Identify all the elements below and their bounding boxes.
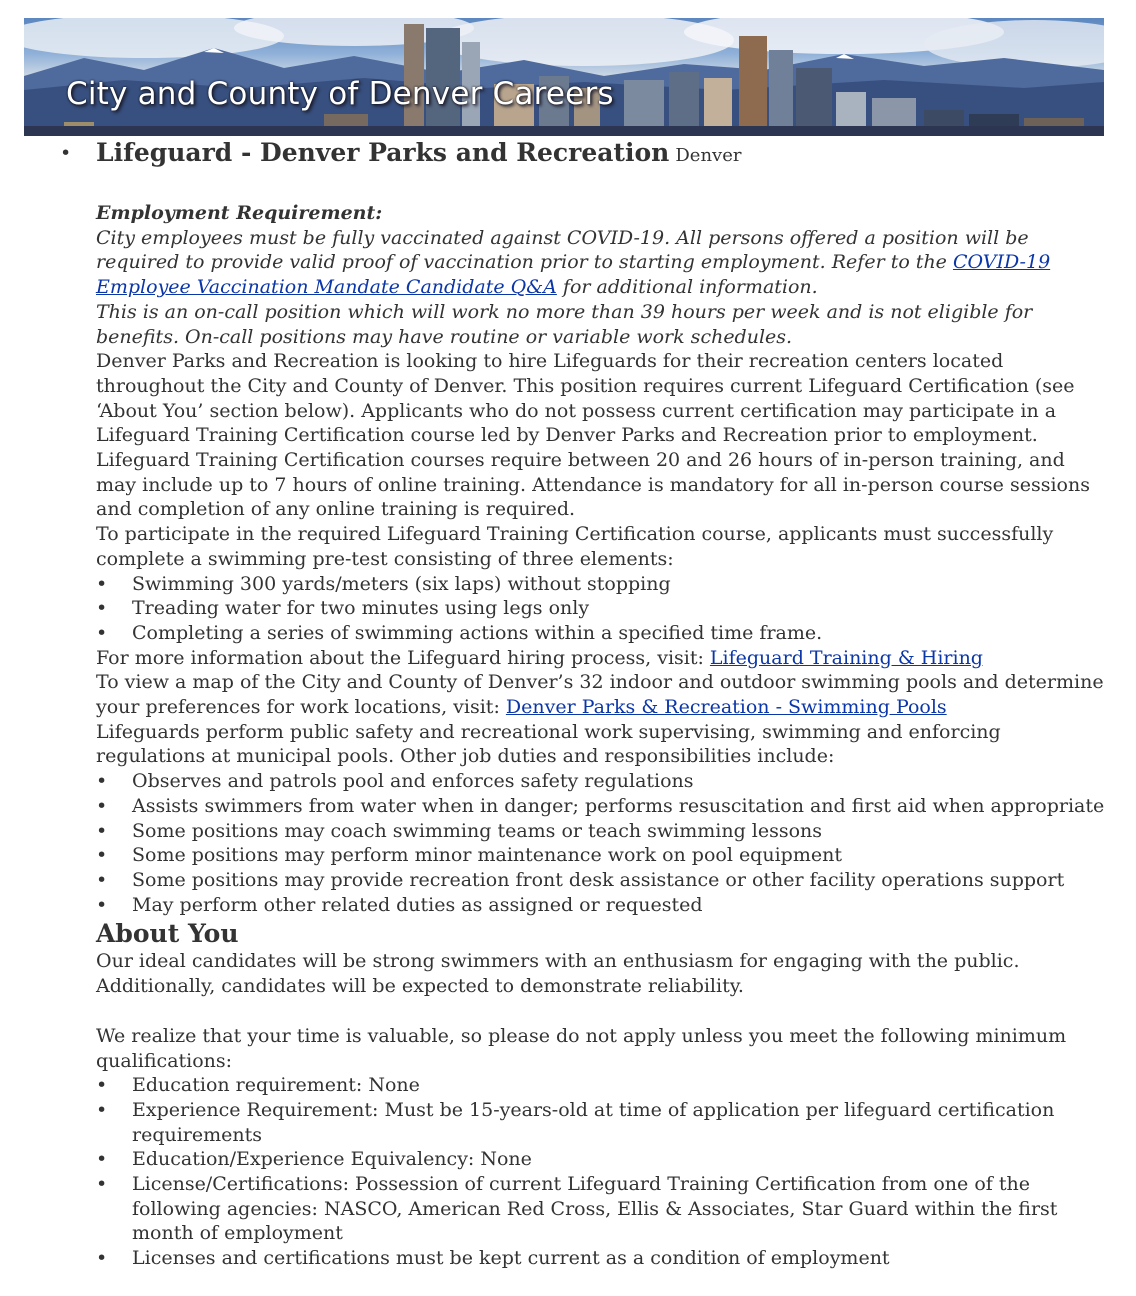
list-item: • License/Certifications: Possession of current Lifeguard Training Certification from one of the following agencies: NASCO, American Red Cross, Ellis & Associates, Star Guard within the first month of employment [60,1172,1110,1246]
list-item: • Treading water for two minutes using legs only [60,596,1110,621]
job-heading [60,137,1110,172]
map-text: To view a map of the City and County of Denver’s 32 indoor and outdoor swimming pools and determine your preferences for work locations, visit: [96,671,1104,719]
banner-title: City and County of Denver Careers [66,76,614,112]
list-item: • Licenses and certifications must be kept current as a condition of employment [60,1246,1110,1271]
pretest-list [60,572,1110,646]
list-item: • Observes and patrols pool and enforces safety regulations [60,769,1110,794]
qualifications-list [60,1073,1110,1271]
job-body-continued [60,646,1110,770]
bullet-icon: • [60,142,72,164]
intro-paragraph: Denver Parks and Recreation is looking to hire Lifeguards for their recreation centers located throughout the City and County of Denver. This position requires current Lifeguard Certification (see ‘About You’ section below). Applicants who do not possess current certification may participate in a Lifeguard Training Certification course led by Denver Parks and Recreation prior to employment. Lifeguard Training Certification courses require between 20 and 26 hours of in-person training, and may include up to 7 hours of online training. Attendance is mandatory for all in-person course sessions and completion of any online training is required. [96,350,1090,521]
list-item: • Assists swimmers from water when in danger; performs resuscitation and first aid when appropriate [60,794,1110,819]
lifeguard-training-link[interactable]: Lifeguard Training & Hiring [709,646,983,669]
job-posting [60,137,1110,1271]
ideal-candidates: Our ideal candidates will be strong swimmers with an enthusiasm for engaging with the public. Additionally, candidates will be expected to demonstrate reliability. [96,950,1020,998]
list-item: • Some positions may perform minor maintenance work on pool equipment [60,843,1110,868]
covid-text-2: for additional information. [556,276,818,299]
duties-list [60,769,1110,917]
covid-requirement [96,226,1110,300]
about-section [60,918,1110,1073]
list-item: • Some positions may provide recreation front desk assistance or other facility operations support [60,868,1110,893]
pretest-intro: To participate in the required Lifeguard Training Certification course, applicants must successfully complete a swimming pre-test consisting of three elements: [96,523,1054,570]
about-heading: About You [96,919,239,949]
list-item: • Completing a series of swimming actions within a specified time frame. [60,621,1110,646]
job-title[interactable]: Lifeguard - Denver Parks and Recreation [96,138,670,167]
job-location: Denver [675,145,742,166]
header-banner [24,18,1104,136]
swimming-pools-link[interactable]: Denver Parks & Recreation - Swimming Pools [505,696,947,719]
list-item: • Swimming 300 yards/meters (six laps) without stopping [60,572,1110,597]
employment-requirement-heading: Employment Requirement: [96,202,383,224]
minimum-intro: We realize that your time is valuable, so please do not apply unless you meet the following minimum qualifications: [96,1024,1067,1072]
job-body [60,201,1110,572]
hiring-info [96,646,1110,671]
list-item: • May perform other related duties as assigned or requested [60,893,1110,918]
covid-qa-link[interactable]: COVID-19 Employee Vaccination Mandate Candidate Q&A [96,251,1051,299]
list-item: • Some positions may coach swimming teams or teach swimming lessons [60,819,1110,844]
hiring-text: For more information about the Lifeguard hiring process, visit: [96,646,710,669]
list-item: • Education requirement: None [60,1073,1110,1098]
duties-intro: Lifeguards perform public safety and recreational work supervising, swimming and enforcing regulations at municipal pools. Other job duties and responsibilities include: [96,720,1001,768]
spacer [96,999,1110,1024]
covid-text-1: City employees must be fully vaccinated against COVID-19. All persons offered a position will be required to provide valid proof of vaccination prior to starting employment. Refer to the [96,226,1029,274]
oncall-notice: This is an on-call position which will work no more than 39 hours per week and is not eligible for benefits. On-call positions may have routine or variable work schedules. [96,300,1033,348]
list-item: • Experience Requirement: Must be 15-years-old at time of application per lifeguard certification requirements [60,1098,1110,1147]
map-info [96,670,1110,719]
list-item: • Education/Experience Equivalency: None [60,1147,1110,1172]
